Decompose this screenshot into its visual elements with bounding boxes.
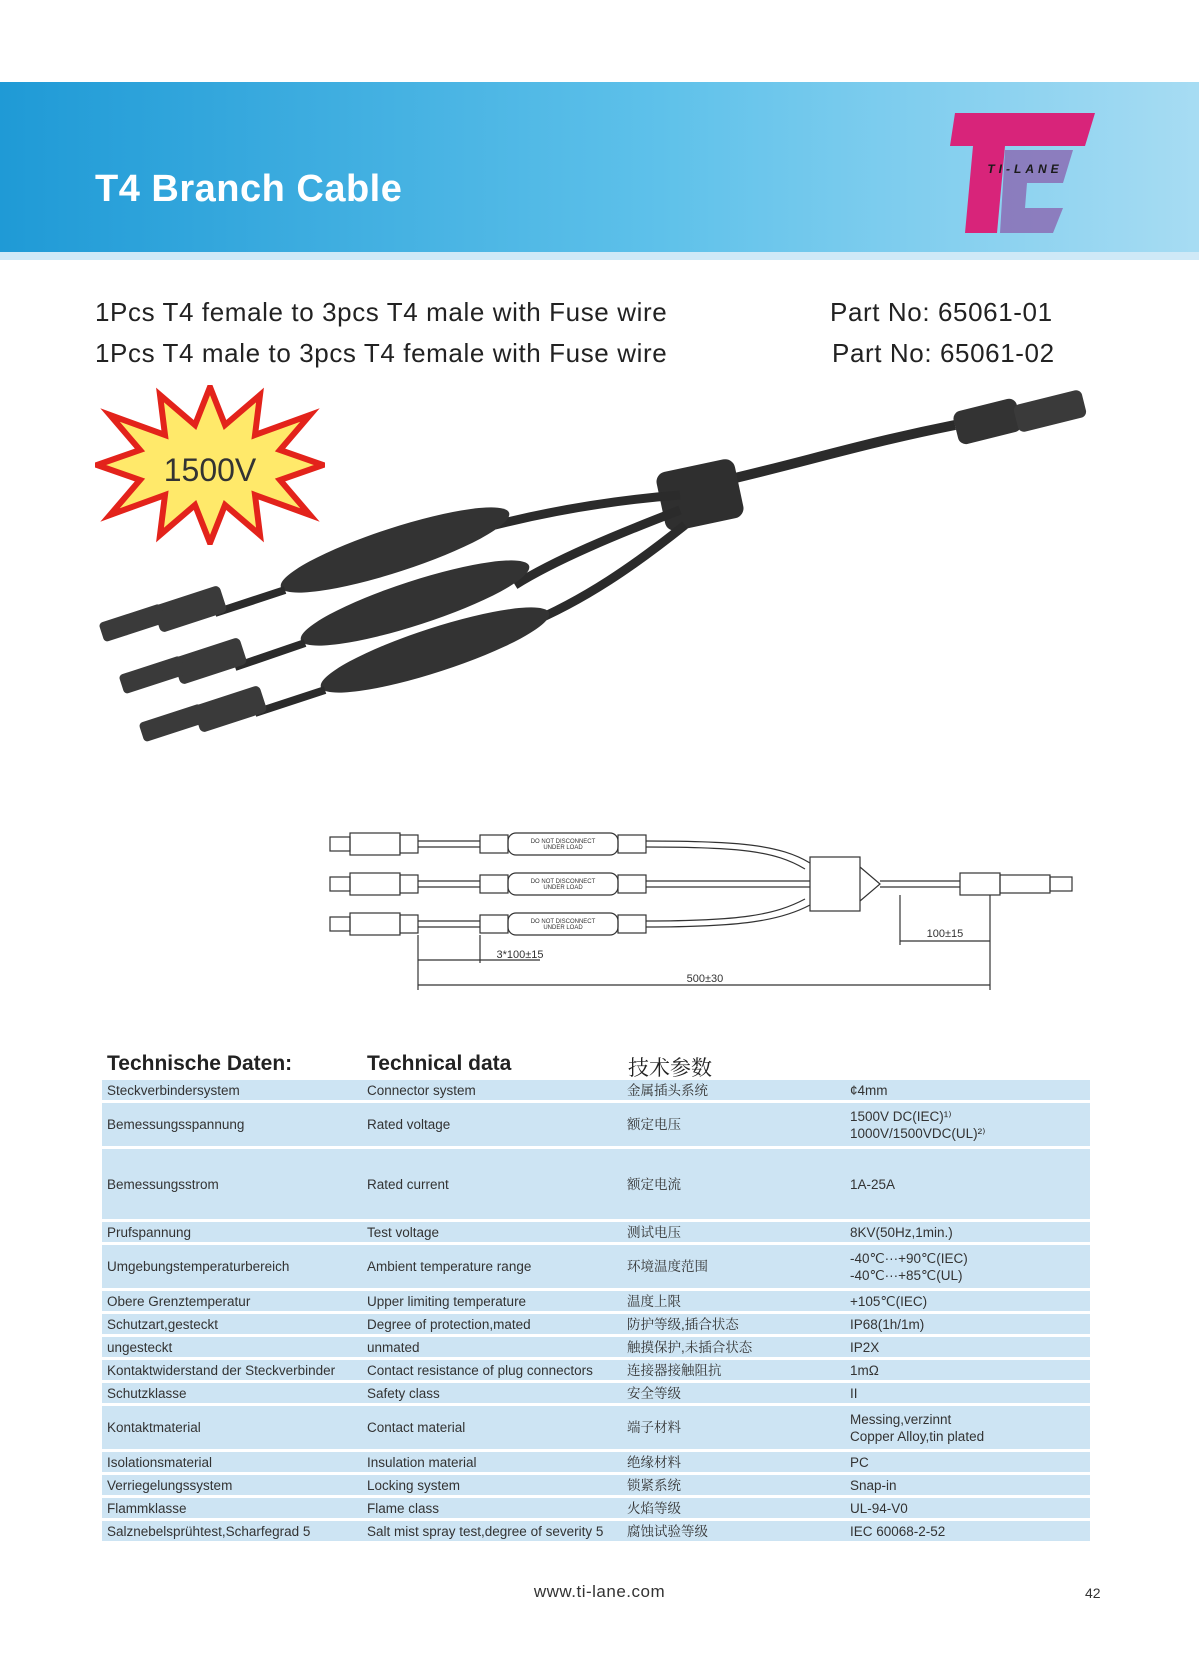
fuse-label-3: DO NOT DISCONNECT: [530, 919, 596, 925]
cell-de: Verriegelungssystem: [102, 1475, 362, 1495]
banner-divider: [0, 252, 1199, 260]
dim-trunk: 100±15: [926, 928, 964, 940]
value-line: II: [850, 1385, 858, 1401]
value-line: IP68(1h/1m): [850, 1316, 925, 1332]
table-row: [102, 1149, 1090, 1219]
part-label: Part No:: [832, 338, 933, 368]
cell-en: Upper limiting temperature: [362, 1291, 622, 1311]
svg-text:UNDER LOAD: UNDER LOAD: [543, 885, 583, 891]
cell-value: [832, 1383, 1090, 1403]
cell-en: Connector system: [362, 1080, 622, 1100]
cell-en: Degree of protection,mated: [362, 1314, 622, 1334]
fuse-label-1: DO NOT DISCONNECT: [530, 839, 596, 845]
cell-cn: 额定电流: [622, 1149, 832, 1219]
cell-value: [832, 1360, 1090, 1380]
cell-value: [832, 1222, 1090, 1242]
cell-cn: 火焰等级: [622, 1498, 832, 1518]
part-value: 65061-02: [940, 338, 1055, 368]
value-line: Copper Alloy,tin plated: [850, 1428, 985, 1444]
table-row: [102, 1452, 1090, 1472]
cell-cn: 环境温度范围: [622, 1245, 832, 1288]
cell-en: Salt mist spray test,degree of severity 5: [362, 1521, 622, 1541]
table-row: [102, 1291, 1090, 1311]
table-header-cn: 技术参数: [628, 1057, 712, 1080]
cell-de: Bemessungsspannung: [102, 1103, 362, 1146]
cell-de: Salznebelsprühtest,Scharfegrad 5: [102, 1521, 362, 1541]
value-line: -40℃···+85℃(UL): [850, 1267, 963, 1283]
spec-table: [102, 1077, 1090, 1544]
cell-de: Bemessungsstrom: [102, 1149, 362, 1219]
table-row: [102, 1521, 1090, 1541]
value-line: 1500V DC(IEC)¹⁾: [850, 1108, 952, 1124]
cell-value: [832, 1521, 1090, 1541]
cell-value: [832, 1245, 1090, 1288]
value-line: ¢4mm: [850, 1082, 888, 1098]
cell-de: Schutzklasse: [102, 1383, 362, 1403]
drawing-hub: [810, 857, 860, 911]
cell-cn: 测试电压: [622, 1222, 832, 1242]
fuse-label-2: DO NOT DISCONNECT: [530, 879, 596, 885]
trunk-connector: [952, 389, 1088, 446]
part-number-2: [832, 338, 1055, 369]
table-row: [102, 1406, 1090, 1449]
table-header-de: Technische Daten:: [107, 1052, 293, 1075]
technical-drawing: [320, 815, 1100, 995]
cell-cn: 端子材料: [622, 1406, 832, 1449]
value-line: IEC 60068-2-52: [850, 1523, 946, 1539]
value-line: 8KV(50Hz,1min.): [850, 1224, 953, 1240]
part-label: Part No:: [830, 297, 931, 327]
cell-cn: 腐蚀试验等级: [622, 1521, 832, 1541]
cell-de: Obere Grenztemperatur: [102, 1291, 362, 1311]
part-number-1: [830, 297, 1053, 328]
table-row: [102, 1360, 1090, 1380]
value-line: Snap-in: [850, 1477, 897, 1493]
cell-value: [832, 1475, 1090, 1495]
cell-value: [832, 1406, 1090, 1449]
cell-cn: 防护等级,插合状态: [622, 1314, 832, 1334]
cell-de: Flammklasse: [102, 1498, 362, 1518]
value-line: IP2X: [850, 1339, 880, 1355]
product-line-2: 1Pcs T4 male to 3pcs T4 female with Fuse wire: [95, 338, 668, 368]
page-title: T4 Branch Cable: [95, 168, 403, 210]
cell-de: Isolationsmaterial: [102, 1452, 362, 1472]
product-line-1: 1Pcs T4 female to 3pcs T4 male with Fuse wire: [95, 297, 668, 327]
cell-en: unmated: [362, 1337, 622, 1357]
cell-cn: 绝缘材料: [622, 1452, 832, 1472]
cell-de: Schutzart,gesteckt: [102, 1314, 362, 1334]
table-row: [102, 1337, 1090, 1357]
cell-cn: 触摸保护,未插合状态: [622, 1337, 832, 1357]
cell-value: [832, 1080, 1090, 1100]
cell-en: Ambient temperature range: [362, 1245, 622, 1288]
page-number: 42: [1085, 1585, 1101, 1601]
logo-text: TI-LANE: [987, 162, 1063, 176]
cell-value: [832, 1103, 1090, 1146]
cell-de: ungesteckt: [102, 1337, 362, 1357]
ti-lane-logo: [945, 108, 1105, 238]
cell-value: [832, 1149, 1090, 1219]
table-row: [102, 1383, 1090, 1403]
value-line: +105℃(IEC): [850, 1293, 928, 1309]
voltage-badge-label: 1500V: [163, 452, 257, 488]
value-line: PC: [850, 1454, 869, 1470]
table-row: [102, 1103, 1090, 1146]
cell-cn: 连接器接触阻抗: [622, 1360, 832, 1380]
cell-en: Rated voltage: [362, 1103, 622, 1146]
dim-total: 500±30: [686, 973, 724, 985]
value-line: 1A-25A: [850, 1176, 896, 1192]
cell-value: [832, 1498, 1090, 1518]
svg-text:UNDER LOAD: UNDER LOAD: [543, 845, 583, 851]
cell-de: Steckverbindersystem: [102, 1080, 362, 1100]
table-row: [102, 1314, 1090, 1334]
cell-en: Test voltage: [362, 1222, 622, 1242]
part-value: 65061-01: [938, 297, 1053, 327]
table-row: [102, 1475, 1090, 1495]
table-row: [102, 1222, 1090, 1242]
cell-cn: 温度上限: [622, 1291, 832, 1311]
cell-cn: 额定电压: [622, 1103, 832, 1146]
cell-en: Rated current: [362, 1149, 622, 1219]
value-line: 1000V/1500VDC(UL)²⁾: [850, 1125, 986, 1141]
cell-en: Contact material: [362, 1406, 622, 1449]
cell-en: Flame class: [362, 1498, 622, 1518]
dim-branch: 3*100±15: [496, 949, 544, 961]
value-line: -40℃···+90℃(IEC): [850, 1250, 968, 1266]
cell-en: Safety class: [362, 1383, 622, 1403]
cell-value: [832, 1452, 1090, 1472]
cell-de: Kontaktmaterial: [102, 1406, 362, 1449]
cell-en: Locking system: [362, 1475, 622, 1495]
cell-cn: 安全等级: [622, 1383, 832, 1403]
cell-value: [832, 1337, 1090, 1357]
table-row: [102, 1245, 1090, 1288]
svg-text:UNDER LOAD: UNDER LOAD: [543, 925, 583, 931]
cell-en: Insulation material: [362, 1452, 622, 1472]
cell-cn: 金属插头系统: [622, 1080, 832, 1100]
cell-de: Umgebungstemperaturbereich: [102, 1245, 362, 1288]
value-line: UL-94-V0: [850, 1500, 908, 1516]
table-header-en: Technical data: [367, 1052, 512, 1075]
cell-cn: 锁紧系统: [622, 1475, 832, 1495]
value-line: Messing,verzinnt: [850, 1411, 952, 1427]
value-line: 1mΩ: [850, 1362, 879, 1378]
cell-de: Kontaktwiderstand der Steckverbinder: [102, 1360, 362, 1380]
cell-value: [832, 1291, 1090, 1311]
cell-value: [832, 1314, 1090, 1334]
table-row: [102, 1498, 1090, 1518]
footer-url: www.ti-lane.com: [533, 1582, 666, 1601]
table-row: [102, 1080, 1090, 1100]
cell-de: Prufspannung: [102, 1222, 362, 1242]
cell-en: Contact resistance of plug connectors: [362, 1360, 622, 1380]
